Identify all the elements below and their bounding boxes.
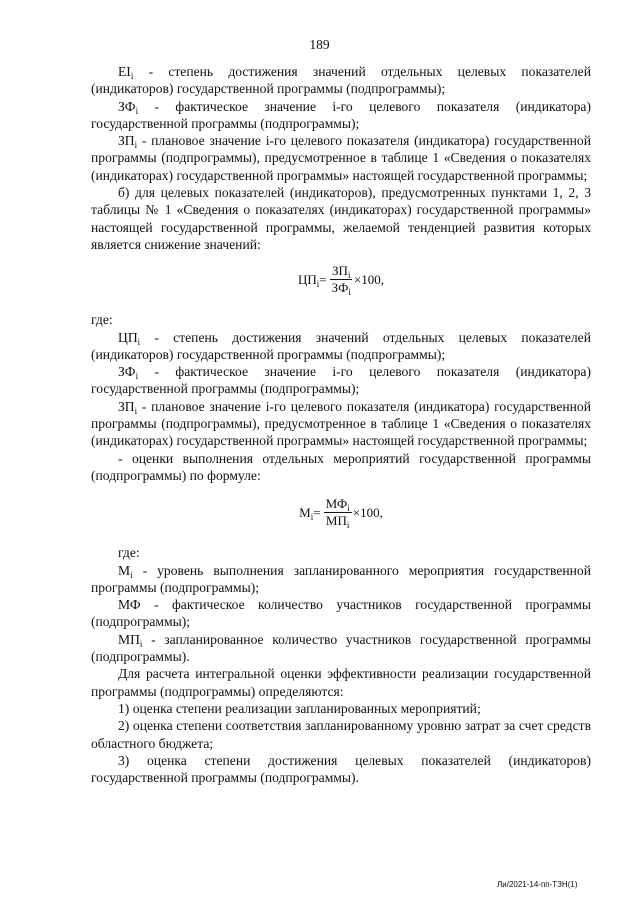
- definition-ei: $EI_i$ - степень достижения значений отдельных целевых показателей (индикаторов) государственной программы (подпрограммы);: [91, 64, 591, 97]
- definition-zf: $ЗФ_i$ - фактическое значение i-го целевого показателя (индикатора) государственной программы (подпрограммы);: [91, 98, 591, 131]
- definition-mf: МФ - фактическое количество участников государственной программы (подпрограммы);: [91, 597, 591, 630]
- page-number: 189: [309, 37, 330, 52]
- definition-mp: $МП_i$ - запланированное количество участников государственной программы (подпрограммы).: [91, 631, 591, 665]
- definition-cp: $ЦП_i$ - степень достижения значений отдельных целевых показателей (индикаторов) государственной программы (подпрограммы);: [91, 329, 591, 362]
- paragraph-estimation: - оценки выполнения отдельных мероприятий государственной программы (подпрограммы) по формуле:: [91, 450, 591, 483]
- list-item-3: 3) оценка степени достижения целевых показателей (индикаторов) государственной программы (подпрограммы).: [91, 752, 591, 786]
- formula-cp-fraction: $\frac{ЗП_i}{ЗФ_i}$: [331, 263, 351, 298]
- definition-zp: $ЗП_i$ - плановое значение i-го целевого показателя (индикатора) государственной программы (подпрограммы), предусмотренное в таблице 1 «Сведения о показателях (индикаторах) государственной программы» настоящей государственной программы;: [91, 133, 591, 183]
- document-body: [91, 63, 591, 786]
- where-label-2: где:: [118, 545, 140, 561]
- definition-zf-2: $ЗФ_i$ - фактическое значение i-го целевого показателя (индикатора) государственной программы (подпрограммы);: [91, 364, 591, 397]
- paragraph-intro: Для расчета интегральной оценки эффективности реализации государственной программы (подпрограммы) определяются:: [91, 666, 591, 699]
- formula-m: $M_i=$ $\frac{МФ_i}{МП_i}$ ×100,: [299, 496, 383, 531]
- footer-document-code: Ли/2021-14-пп-ТЗН(1): [497, 880, 578, 889]
- definition-zp-2: $ЗП_i$ - плановое значение i-го целевого показателя (индикатора) государственной программы (подпрограммы), предусмотренное в таблице 1 «Сведения о показателях (индикаторах) государственной программы» настоящей государственной программы;: [91, 398, 591, 449]
- formula-cp: $ЦП_i=$ $\frac{ЗП_i}{ЗФ_i}$ ×100,: [297, 263, 385, 298]
- list-item-2: 2) оценка степени соответствия запланированному уровню затрат за счет средств областного бюджета;: [91, 718, 591, 751]
- where-label-1: где:: [91, 312, 113, 328]
- definition-m: $M_i$ - уровень выполнения запланированного мероприятия государственной программы (подпрограммы);: [91, 562, 591, 595]
- paragraph-b: б) для целевых показателей (индикаторов), предусмотренных пунктами 1, 2, 3 таблицы № 1 «Сведения о показателях (индикаторах) государственной программы» настоящей государственной программы, желаемой тенденцией развития которых является снижение значений:: [91, 185, 591, 252]
- formula-m-fraction: $\frac{МФ_i}{МП_i}$: [325, 496, 350, 531]
- list-item-1: 1) оценка степени реализации запланированных мероприятий;: [118, 700, 481, 716]
